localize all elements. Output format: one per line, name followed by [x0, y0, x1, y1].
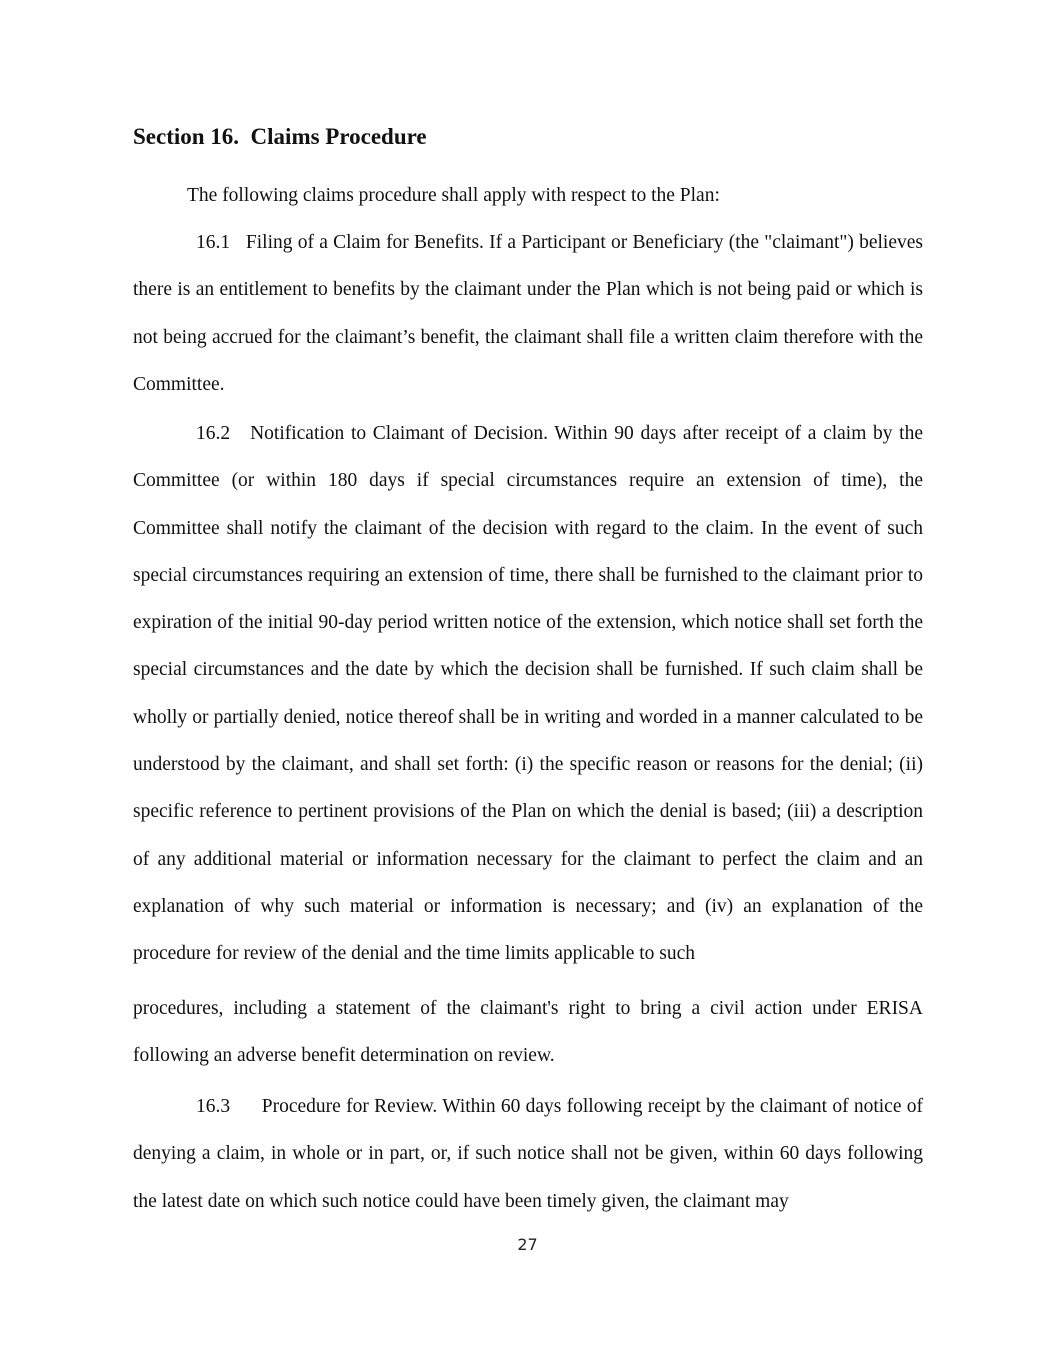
section-heading: Section 16. Claims Procedure — [133, 124, 427, 149]
paragraph-number: 16.3 — [196, 1096, 231, 1117]
paragraph-number: 16.2 — [196, 423, 231, 444]
paragraph-16-3 — [133, 1083, 923, 1225]
paragraph-16-1 — [133, 219, 923, 408]
paragraph-text: Procedure for Review. Within 60 days following receipt by the claimant of notice of denying a claim, in whole or in part, or, if such notice shall not be given, within 60 days following the latest date on which such notice could have been timely given, the claimant may — [133, 1096, 923, 1212]
paragraph-text-continued: procedures, including a statement of the claimant's right to bring a civil action under ERISA following an adverse benefit determination on review. — [133, 997, 923, 1066]
line-spacer — [133, 978, 923, 985]
paragraph-number: 16.1 — [196, 232, 231, 253]
paragraph-text: Notification to Claimant of Decision. Within 90 days after receipt of a claim by the Committee (or within 180 days if special circumstances require an extension of time), the Committee shall notify the claimant of the decision with regard to the claim. In the event of such special circumstances requiring an extension of time, there shall be furnished to the claimant prior to expiration of the initial 90-day period written notice of the extension, which notice shall set forth the special circumstances and the date by which the decision shall be furnished. If such claim shall be wholly or partially denied, notice thereof shall be in writing and worded in a manner calculated to be understood by the claimant, and shall set forth: (i) the specific reason or reasons for the denial; (ii) specific reference to pertinent provisions of the Plan on which the denial is based; (iii) a description of any additional material or information necessary for the claimant to perfect the claim and an explanation of why such material or information is necessary; and (iv) an explanation of the procedure for review of the denial and the time limits applicable to such — [133, 423, 924, 965]
intro-paragraph: The following claims procedure shall apply with respect to the Plan: — [187, 185, 720, 206]
paragraph-16-2 — [133, 410, 923, 1079]
paragraph-text: Filing of a Claim for Benefits. If a Participant or Beneficiary (the "claimant") believes there is an entitlement to benefits by the claimant under the Plan which is not being paid or which is not being accrued for the claimant’s benefit, the claimant shall file a written claim therefore with the Committee. — [133, 232, 924, 395]
page-number: 27 — [517, 1235, 538, 1254]
